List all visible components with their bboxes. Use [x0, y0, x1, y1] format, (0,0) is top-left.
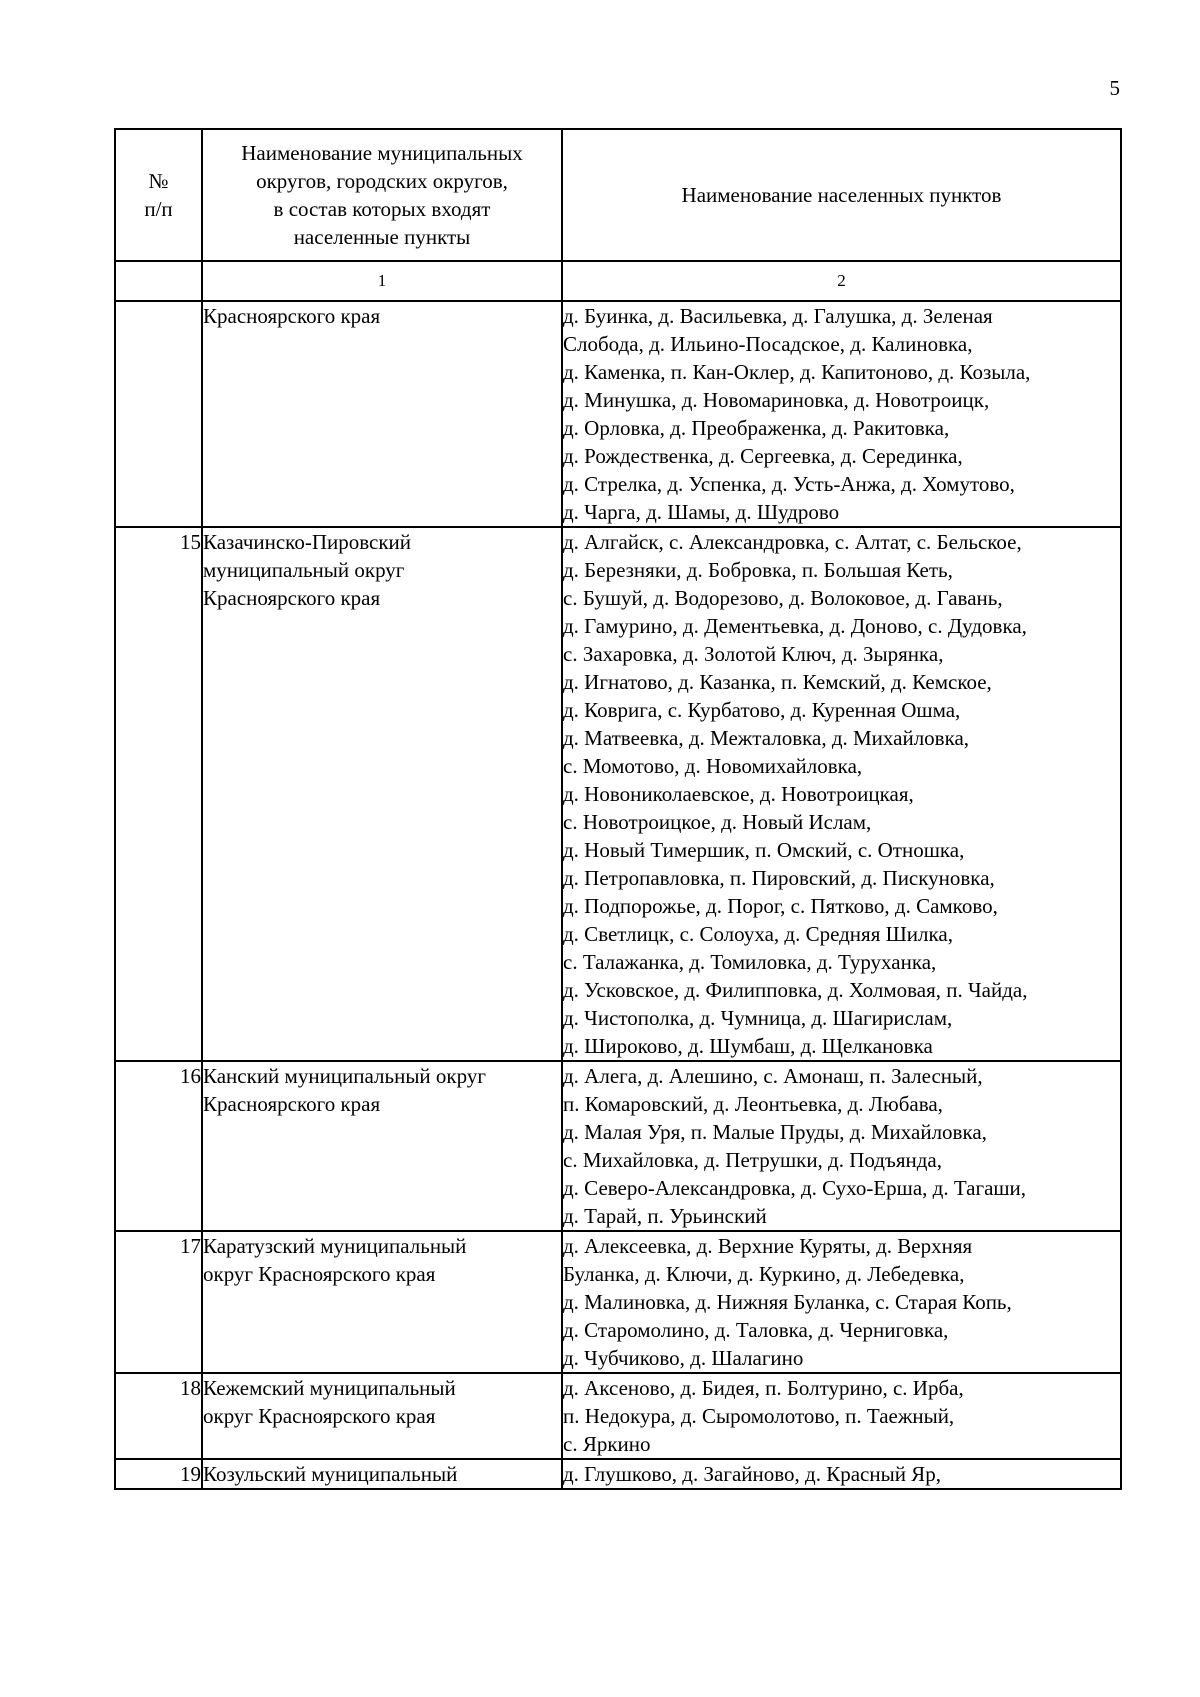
district-line: Казачинско-Пировский	[203, 530, 412, 554]
settlements-list	[562, 301, 1121, 527]
district-line: Красноярского края	[203, 1092, 381, 1116]
table-header-row	[115, 129, 1121, 261]
district-name	[202, 1373, 562, 1459]
settlement-line: д. Алгайск, с. Александровка, с. Алтат, с. Бельское,	[563, 530, 1022, 554]
settlements-list	[562, 1231, 1121, 1373]
settlement-line: д. Аксеново, д. Бидея, п. Болтурино, с. Ирба,	[563, 1376, 964, 1400]
settlement-line: д. Северо-Александровка, д. Сухо-Ерша, д. Тагаши,	[563, 1176, 1027, 1200]
settlement-line: с. Захаровка, д. Золотой Ключ, д. Зырянка,	[563, 642, 944, 666]
column-index-2: 2	[562, 261, 1121, 301]
district-line: Козульский муниципальный	[203, 1462, 458, 1486]
row-number: 17	[115, 1231, 202, 1373]
settlement-line: д. Усковское, д. Филипповка, д. Холмовая, п. Чайда,	[563, 978, 1028, 1002]
settlement-line: д. Гамурино, д. Дементьевка, д. Доново, с. Дудовка,	[563, 614, 1027, 638]
settlement-line: д. Коврига, с. Курбатово, д. Куренная Ошма,	[563, 698, 961, 722]
district-line: округ Красноярского края	[203, 1404, 436, 1428]
settlement-line: д. Алега, д. Алешино, с. Амонаш, п. Залесный,	[563, 1064, 983, 1088]
table-row	[115, 301, 1121, 527]
settlement-line: Слобода, д. Ильино-Посадское, д. Калиновка,	[563, 332, 973, 356]
settlement-line: д. Чарга, д. Шамы, д. Шудрово	[563, 500, 840, 524]
settlement-line: д. Малая Уря, п. Малые Пруды, д. Михайловка,	[563, 1120, 987, 1144]
settlement-line: д. Чистополка, д. Чумница, д. Шагирислам,	[563, 1006, 953, 1030]
settlement-line: д. Новый Тимершик, п. Омский, с. Отношка,	[563, 838, 965, 862]
page-number: 5	[1109, 76, 1120, 100]
settlement-line: д. Минушка, д. Новомариновка, д. Новотроицк,	[563, 388, 990, 412]
district-line: Красноярского края	[203, 304, 381, 328]
settlement-line: д. Буинка, д. Васильевка, д. Галушка, д. Зеленая	[563, 304, 993, 328]
settlement-line: д. Стрелка, д. Успенка, д. Усть-Анжа, д. Хомутово,	[563, 472, 1015, 496]
settlement-line: д. Рождественка, д. Сергеевка, д. Серединка,	[563, 444, 963, 468]
settlement-line: п. Недокура, д. Сыромолотово, п. Таежный,	[563, 1404, 955, 1428]
settlement-line: Буланка, д. Ключи, д. Куркино, д. Лебедевка,	[563, 1262, 965, 1286]
district-name	[202, 527, 562, 1061]
settlement-line: д. Каменка, п. Кан-Оклер, д. Капитоново, д. Козыла,	[563, 360, 1031, 384]
row-number: 19	[115, 1459, 202, 1489]
district-line: округ Красноярского края	[203, 1262, 436, 1286]
row-number	[115, 301, 202, 527]
settlement-line: д. Орловка, д. Преображенка, д. Ракитовка,	[563, 416, 950, 440]
settlement-line: п. Комаровский, д. Леонтьевка, д. Любава,	[563, 1092, 943, 1116]
row-number: 15	[115, 527, 202, 1061]
settlement-line: д. Петропавловка, п. Пировский, д. Пискуновка,	[563, 866, 995, 890]
settlement-line: с. Бушуй, д. Водорезово, д. Волоковое, д. Гавань,	[563, 586, 1003, 610]
district-line: Красноярского края	[203, 586, 381, 610]
row-number: 16	[115, 1061, 202, 1231]
district-name	[202, 1459, 562, 1489]
column-index-row	[115, 261, 1121, 301]
district-name	[202, 1231, 562, 1373]
settlement-line: д. Игнатово, д. Казанка, п. Кемский, д. Кемское,	[563, 670, 992, 694]
settlement-line: д. Березняки, д. Бобровка, п. Большая Кеть,	[563, 558, 953, 582]
settlements-list	[562, 1373, 1121, 1459]
settlements-list	[562, 527, 1121, 1061]
settlement-line: д. Тарай, п. Урьинский	[563, 1204, 767, 1228]
settlement-line: д. Старомолино, д. Таловка, д. Черниговка,	[563, 1318, 949, 1342]
settlement-line: с. Новотроицкое, д. Новый Ислам,	[563, 810, 872, 834]
settlement-line: д. Новониколаевское, д. Новотроицкая,	[563, 782, 914, 806]
district-name	[202, 301, 562, 527]
header-settlements: Наименование населенных пунктов	[562, 129, 1121, 261]
table-row	[115, 1061, 1121, 1231]
table-row	[115, 1459, 1121, 1489]
settlement-line: д. Светлицк, с. Солоуха, д. Средняя Шилка,	[563, 922, 953, 946]
settlement-line: д. Широково, д. Шумбаш, д. Щелкановка	[563, 1034, 933, 1058]
header-number: № п/п	[115, 129, 202, 261]
settlement-line: д. Малиновка, д. Нижняя Буланка, с. Старая Копь,	[563, 1290, 1012, 1314]
table-row	[115, 1231, 1121, 1373]
district-name	[202, 1061, 562, 1231]
settlement-line: с. Михайловка, д. Петрушки, д. Подъянда,	[563, 1148, 942, 1172]
settlement-line: с. Момотово, д. Новомихайловка,	[563, 754, 863, 778]
district-line: Кежемский муниципальный	[203, 1376, 456, 1400]
settlement-line: д. Глушково, д. Загайново, д. Красный Яр,	[563, 1462, 941, 1486]
settlement-line: с. Талажанка, д. Томиловка, д. Туруханка,	[563, 950, 937, 974]
table-row	[115, 1373, 1121, 1459]
settlement-line: д. Подпорожье, д. Порог, с. Пятково, д. Самково,	[563, 894, 998, 918]
district-line: муниципальный округ	[203, 558, 405, 582]
settlement-line: с. Яркино	[563, 1432, 651, 1456]
column-index-empty	[115, 261, 202, 301]
row-number: 18	[115, 1373, 202, 1459]
table-row	[115, 527, 1121, 1061]
column-index-1: 1	[202, 261, 562, 301]
header-district: Наименование муниципальных округов, городских округов, в состав которых входят населенные пункты	[202, 129, 562, 261]
district-line: Канский муниципальный округ	[203, 1064, 486, 1088]
settlement-line: д. Матвеевка, д. Межталовка, д. Михайловка,	[563, 726, 970, 750]
settlements-table	[114, 128, 1122, 1490]
settlements-list	[562, 1061, 1121, 1231]
settlements-list	[562, 1459, 1121, 1489]
district-line: Каратузский муниципальный	[203, 1234, 467, 1258]
settlement-line: д. Алексеевка, д. Верхние Куряты, д. Верхняя	[563, 1234, 973, 1258]
settlement-line: д. Чубчиково, д. Шалагино	[563, 1346, 804, 1370]
table-body	[115, 301, 1121, 1489]
